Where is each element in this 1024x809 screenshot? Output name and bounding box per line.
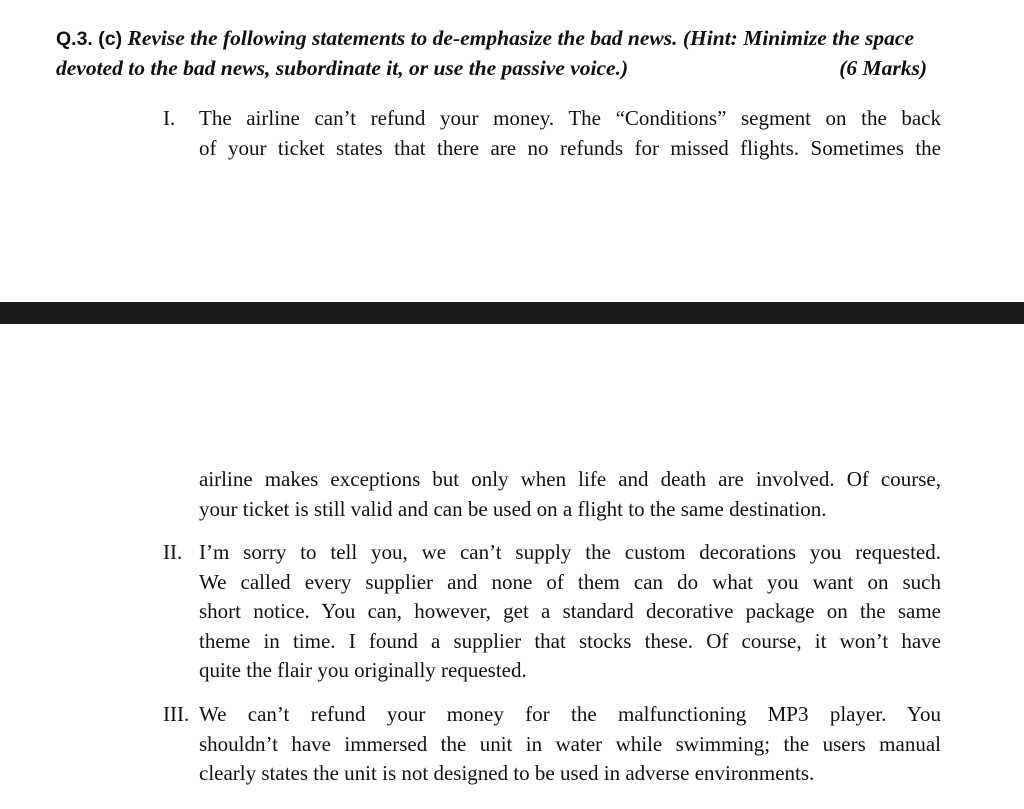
text-line: airline makes exceptions but only when life and death are involved. Of course, [199,467,941,491]
text-line: quite the flair you originally requested. [199,658,527,682]
text-line: short notice. You can, however, get a standard decorative package on the same [199,599,941,623]
text-line: We can’t refund your money for the malfunctioning MP3 player. You [199,702,941,726]
question-header [56,24,931,83]
item-numeral: III. [163,702,190,726]
question-text: Revise the following statements to de-emphasize the bad news. (Hint: Minimize the space devoted to the bad news, subordinate it, or use the passive voice.) [56,26,915,80]
text-line: The airline can’t refund your money. The “Conditions” segment on the back [199,106,941,130]
question-label: Q.3. (c) [56,28,123,50]
text-line: of your ticket states that there are no refunds for missed flights. Sometimes the [199,135,941,160]
item-paragraph [199,700,941,789]
item-numeral: II. [163,540,183,564]
text-line: clearly states the unit is not designed to be used in adverse environments. [199,761,815,785]
question-marks: (6 Marks) [839,56,927,80]
item-paragraph [199,465,941,524]
text-line: I’m sorry to tell you, we can’t supply the custom decorations you requested. [199,540,941,564]
item-numeral: I. [163,106,176,130]
divider-band [0,302,1024,324]
item-paragraph [199,538,941,686]
text-line: theme in time. I found a supplier that stocks these. Of course, it won’t have [199,628,941,653]
text-line: your ticket is still valid and can be used on a flight to the same destination. [199,496,827,521]
text-line: We called every supplier and none of them can do what you want on such [199,569,941,594]
item-paragraph [199,104,941,163]
text-line: shouldn’t have immersed the unit in water while swimming; the users manual [199,731,941,756]
